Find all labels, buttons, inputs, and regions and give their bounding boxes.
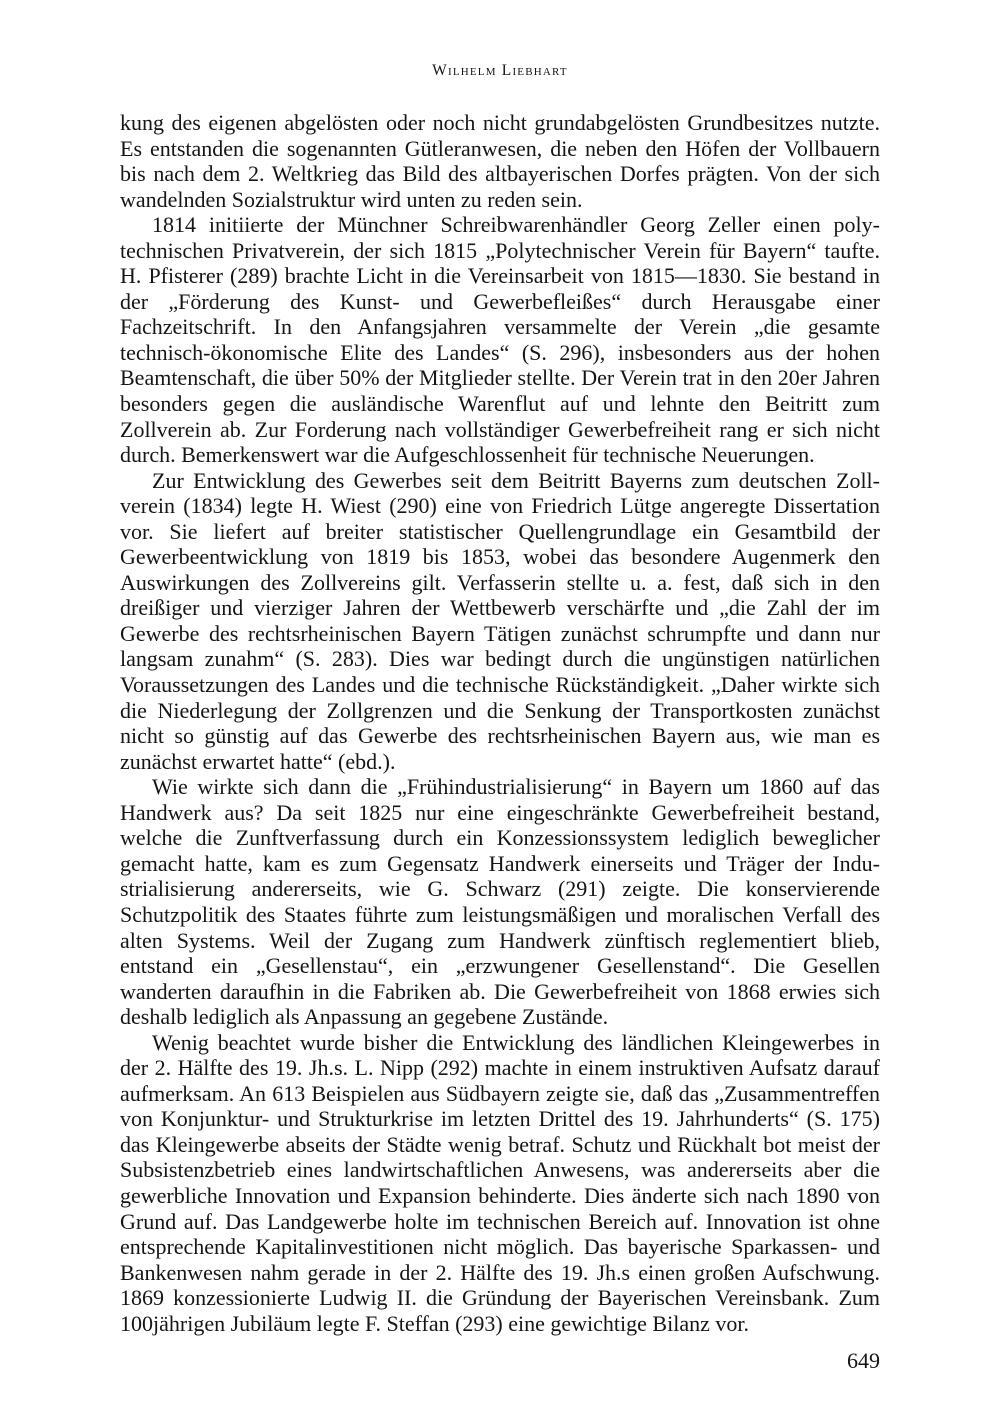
paragraph-laendliches-kleingewerbe: Wenig beachtet wurde bisher die Entwicklung des ländlichen Kleingewerbes in der 2. Hälfte des 19. Jh.s. L. Nipp (292) machte in einem instruktiven Aufsatz darauf aufmerksam. An 613 Beispielen aus Südbayern zeigte sie, daß das „Zusammentreffen von Konjunktur- und Strukturkrise im letzten Drittel des 19. Jahrhunderts“ (S. 175) das Kleingewerbe abseits der Städte wenig betraf. Schutz und Rückhalt bot meist der Subsistenzbetrieb eines landwirtschaftlichen Anwesens, was andererseits aber die gewerbliche Innovation und Expansion behinderte. Dies änderte sich nach 1890 von Grund auf. Das Landgewerbe holte im technischen Bereich auf. Innovation ist ohne entsprechende Kapitalinvestitionen nicht möglich. Das bayerische Sparkassen- und Bankenwesen nahm gerade in der 2. Hälfte des 19. Jh.s einen großen Aufschwung. 1869 konzessionierte Ludwig II. die Gründung der Bayerischen Vereinsbank. Zum 100jährigen Jubiläum legte F. Steffan (293) eine gewichtige Bilanz vor. <box>120 1029 880 1336</box>
paragraph-polytechnischer-verein: 1814 initiierte der Münchner Schreibwarenhändler Georg Zeller einen polytechnischen Privatverein, der sich 1815 „Polytechnischer Verein für Bayern“ taufte. H. Pfisterer (289) brachte Licht in die Vereinsarbeit von 1815—1830. Sie bestand in der „Förderung des Kunst- und Gewerbefleißes“ durch Herausgabe einer Fachzeitschrift. In den Anfangsjahren versammelte der Verein „die gesamte technisch-ökonomische Elite des Landes“ (S. 296), insbesonders aus der hohen Beamtenschaft, die über 50% der Mitglieder stellte. Der Verein trat in den 20er Jahren besonders gegen die ausländische Warenflut auf und lehnte den Beitritt zum Zollverein ab. Zur Forderung nach vollständiger Gewerbefreiheit rang er sich nicht durch. Bemerkenswert war die Aufgeschlossenheit für technische Neuerungen. <box>120 212 880 468</box>
paragraph-fruehindustrialisierung: Wie wirkte sich dann die „Frühindustrialisierung“ in Bayern um 1860 auf das Handwerk aus? Da seit 1825 nur eine eingeschränkte Gewerbefreiheit bestand, welche die Zunftverfassung durch ein Konzessionssystem lediglich beweglicher gemacht hatte, kam es zum Gegensatz Handwerk einerseits und Träger der Industrialisierung andererseits, wie G. Schwarz (291) zeigte. Die konservierende Schutzpolitik des Staates führte zum leistungsmäßigen und moralischen Verfall des alten Systems. Weil der Zugang zum Handwerk zünftisch reglementiert blieb, entstand ein „Gesellenstau“, ein „erzwungener Gesellenstand“. Die Gesellen wanderten daraufhin in die Fabriken ab. Die Gewerbefreiheit von 1868 erwies sich deshalb lediglich als Anpassung an gegebene Zustände. <box>120 774 880 1030</box>
body-text <box>120 110 880 1336</box>
paragraph-continuation: kung des eigenen abgelösten oder noch nicht grundabgelösten Grundbesitzes nutzte. Es entstanden die sogenannten Gütleranwesen, die neben den Höfen der Vollbauern bis nach dem 2. Weltkrieg das Bild des altbayerischen Dorfes prägten. Von der sich wandelnden Sozialstruktur wird unten zu reden sein. <box>120 110 880 212</box>
paragraph-zollverein-gewerbe: Zur Entwicklung des Gewerbes seit dem Beitritt Bayerns zum deutschen Zollverein (1834) legte H. Wiest (290) eine von Friedrich Lütge angeregte Dissertation vor. Sie liefert auf breiter statistischer Quellengrundlage ein Gesamtbild der Gewerbeentwicklung von 1819 bis 1853, wobei das besondere Augenmerk den Auswirkungen des Zollvereins gilt. Verfasserin stellte u. a. fest, daß sich in den dreißiger und vierziger Jahren der Wettbewerb verschärfte und „die Zahl der im Gewerbe des rechtsrheinischen Bayern Tätigen zunächst schrumpfte und dann nur langsam zunahm“ (S. 283). Dies war bedingt durch die ungünstigen natürlichen Voraussetzungen des Landes und die technische Rückständigkeit. „Daher wirkte sich die Niederlegung der Zollgrenzen und die Senkung der Transportkosten zunächst nicht so günstig auf das Gewerbe des rechtsrheinischen Bayern aus, wie man es zunächst erwartet hatte“ (ebd.). <box>120 467 880 774</box>
running-head: Wilhelm Liebhart <box>432 62 568 79</box>
page-number: 649 <box>847 1348 880 1373</box>
